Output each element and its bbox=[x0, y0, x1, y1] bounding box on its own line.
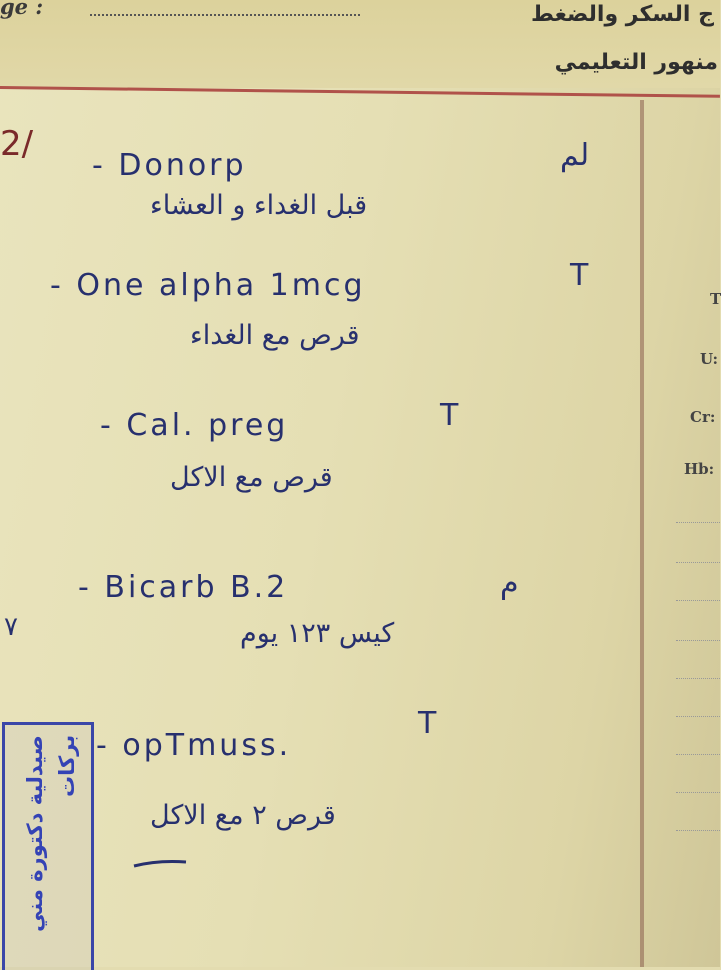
lab-label-t: T bbox=[710, 290, 721, 308]
clinic-title: ج السكر والضغط bbox=[531, 2, 714, 27]
lab-dotted-line bbox=[676, 640, 720, 641]
lab-box-border bbox=[640, 100, 644, 967]
lab-dotted-line bbox=[676, 792, 720, 793]
lab-dotted-line bbox=[676, 522, 720, 523]
hospital-title: منهور التعليمي bbox=[554, 50, 718, 75]
ink-underline bbox=[130, 838, 190, 878]
lab-dotted-line bbox=[676, 716, 720, 717]
rx-drug-3: - Cal. preg bbox=[100, 408, 289, 443]
header-band bbox=[0, 0, 720, 88]
lab-dotted-line bbox=[676, 830, 720, 831]
rx-dose-1: لم bbox=[560, 138, 590, 173]
rx-drug-2: - One alpha 1mcg bbox=[50, 268, 366, 303]
age-dotted-line bbox=[90, 14, 360, 16]
rx-dose-3: T bbox=[440, 398, 462, 433]
lab-label-urea: U: bbox=[700, 350, 719, 368]
rx-dose-5: T bbox=[418, 706, 440, 741]
lab-dotted-line bbox=[676, 678, 720, 679]
rx-dose-4: م bbox=[500, 566, 519, 601]
rx-drug-1: - Donorp bbox=[92, 148, 247, 183]
rx-instruction-2: قرص مع الغداء bbox=[190, 320, 360, 351]
pharmacy-stamp-text: صيدلية دكتورة مني بركات bbox=[23, 735, 79, 932]
rx-instruction-1: قبل الغداء و العشاء bbox=[150, 190, 368, 221]
lab-dotted-line bbox=[676, 562, 720, 563]
lab-label-hb: Hb: bbox=[684, 460, 715, 478]
margin-mark-mid: ٧ bbox=[4, 612, 18, 642]
pharmacy-stamp bbox=[2, 722, 94, 970]
rx-instruction-5: قرص ٢ مع الاكل bbox=[150, 800, 336, 831]
lab-dotted-line bbox=[676, 600, 720, 601]
rx-drug-5: - opTmuss. bbox=[96, 728, 292, 763]
rx-drug-4: - Bicarb B.2 bbox=[78, 570, 289, 605]
rx-dose-2: T bbox=[570, 258, 592, 293]
age-label: ge : bbox=[0, 0, 44, 19]
rx-instruction-4: كيس ١٢٣ يوم bbox=[240, 618, 395, 649]
lab-dotted-line bbox=[676, 754, 720, 755]
margin-mark-top: 2/ bbox=[0, 124, 34, 164]
lab-label-creatinine: Cr: bbox=[690, 408, 716, 426]
rx-instruction-3: قرص مع الاكل bbox=[170, 462, 333, 493]
